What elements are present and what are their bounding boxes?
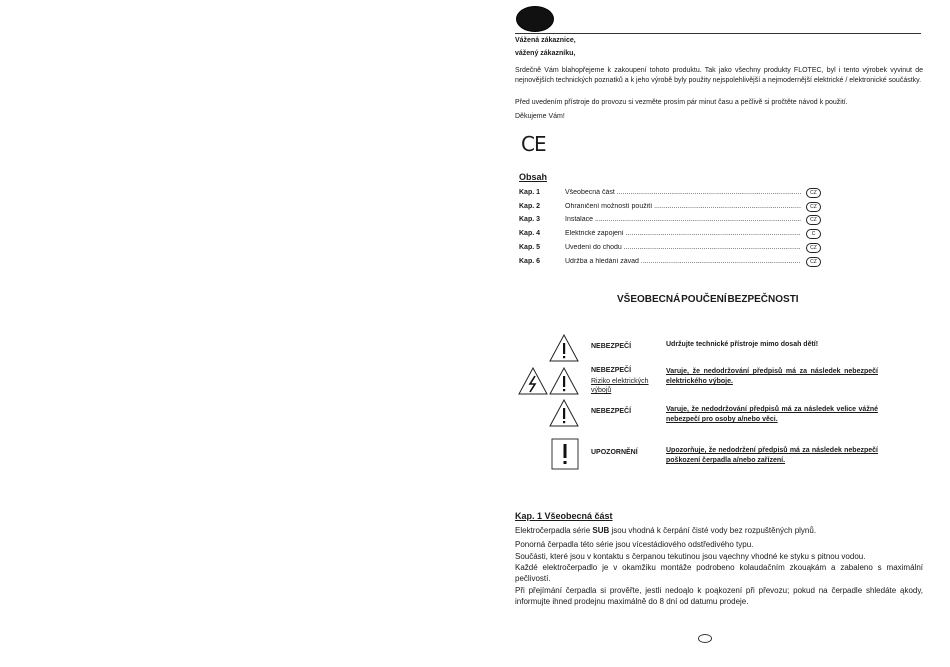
intro-thanks: Děkujeme Vám! (515, 113, 565, 120)
hazard-label: NEBEZPEČÍ (591, 367, 632, 374)
toc-chapter-number: Kap. 3 (519, 216, 541, 223)
hazard-description: Varuje, že nedodržování předpisů má za následek nebezpečí elektrického výboje. (666, 368, 878, 385)
hazard-sublabel: Riziko elektrických výbojů (591, 378, 649, 394)
toc-chapter-title: Údržba a hledání závad ..... (565, 258, 801, 265)
toc-chapter-number: Kap. 1 (519, 189, 541, 196)
toc-row (519, 216, 821, 226)
header-rule (515, 33, 921, 34)
toc-chapter-number: Kap. 5 (519, 244, 541, 251)
toc-chapter-title: Ohraničení možností použití ..... (565, 203, 801, 210)
toc-chapter-number: Kap. 4 (519, 230, 541, 237)
exclamation-box-icon (551, 438, 579, 470)
toc-heading: Obsah (519, 172, 548, 182)
toc-chapter-title: Instalace ..... (565, 216, 801, 223)
text-span: Elektročerpadla série (515, 526, 593, 535)
hazard-description: Varuje, že nedodržování předpisů má za následek velice vážné nebezpečí pro osoby a/nebo věci. (666, 406, 878, 423)
text-span: jsou vhodná k čerpání čisté vody bez rozpuštěných plynů. (609, 526, 817, 535)
chapter-1-heading: Kap. 1 Všeobecná část (515, 511, 613, 521)
hazard-label: NEBEZPEČÍ (591, 408, 632, 415)
ce-mark: CE (521, 132, 546, 156)
intro-instruction: Před uvedením přístroje do provozu si vezměte prosím pár minut času a pečlivě si pročtěte návod k použití. (515, 99, 848, 106)
greeting-line-2: vážený zákazníku, (515, 50, 576, 57)
toc-row (519, 244, 821, 254)
safety-title: VŠEOBECNÁ POUČENÍ BEZPEČNOSTI (617, 294, 799, 305)
product-series-name: SUB (592, 526, 610, 535)
toc-chapter-title: Elektrické zapojení ..... (565, 230, 801, 237)
chapter-1-paragraph: Při přejímání čerpadla si prověřte, jestli nedoąlo k poąkození při převozu; pokud na čerpadle shledáte ąkody, informujte ihned prodejnu maximálně do 8 dní od datumu prodeje. (515, 586, 923, 606)
language-flag-icon: CZ (806, 257, 821, 267)
warning-triangle-icon (549, 334, 579, 362)
greeting-line-1: Vážená zákaznice, (515, 37, 576, 44)
language-flag-icon: CZ (806, 215, 821, 225)
toc-row (519, 189, 821, 199)
hazard-label: NEBEZPEČÍ (591, 343, 632, 350)
warning-triangle-icon (549, 367, 579, 395)
language-flag-icon: CZ (806, 243, 821, 253)
hazard-description: Upozorňuje, že nedodržení předpisů má za následek nebezpečí poškození čerpadla a/nebo zařízení. (666, 447, 878, 464)
language-flag-icon: CZ (806, 202, 821, 212)
toc-chapter-title: Všeobecná část ..... (565, 189, 801, 196)
chapter-1-paragraph: Každé elektročerpadlo je v okamžiku montáže podrobeno kolaudačním zkouąkám a zabaleno s maximální pečlivostí. (515, 563, 923, 583)
language-badge (516, 6, 554, 32)
toc-chapter-number: Kap. 2 (519, 203, 541, 210)
chapter-1-paragraph: Ponorná čerpadla této série jsou vícestádiového odstředivého typu. (515, 540, 754, 549)
hazard-description: Udržujte technické přístroje mimo dosah dětí! (666, 341, 819, 348)
toc-chapter-number: Kap. 6 (519, 258, 541, 265)
warning-triangle-icon (549, 399, 579, 427)
language-flag-icon: C (806, 229, 821, 239)
toc-row (519, 230, 821, 240)
chapter-1-paragraph (515, 525, 923, 536)
intro-paragraph: Srdečně Vám blahopřejeme k zakoupení tohoto produktu. Tak jako všechny produkty FLOTEC, byl i tento výrobek vyvinut de nejnovějších technických poznatků a k jeho výrobě byly použity nejspolehlivější a nejmodernější elektrické / elektronické součástky. (515, 67, 923, 84)
electric-hazard-icon (518, 367, 548, 395)
page-number-marker (698, 634, 712, 643)
toc-row (519, 258, 821, 268)
toc-row (519, 203, 821, 213)
toc-chapter-title: Uvedení do chodu ..... (565, 244, 801, 251)
chapter-1-paragraph: Součásti, které jsou v kontaktu s čerpanou tekutinou jsou vąechny vhodné ke styku s pitnou vodou. (515, 552, 866, 561)
hazard-label: UPOZORNĚNÍ (591, 449, 638, 456)
language-flag-icon: CZ (806, 188, 821, 198)
